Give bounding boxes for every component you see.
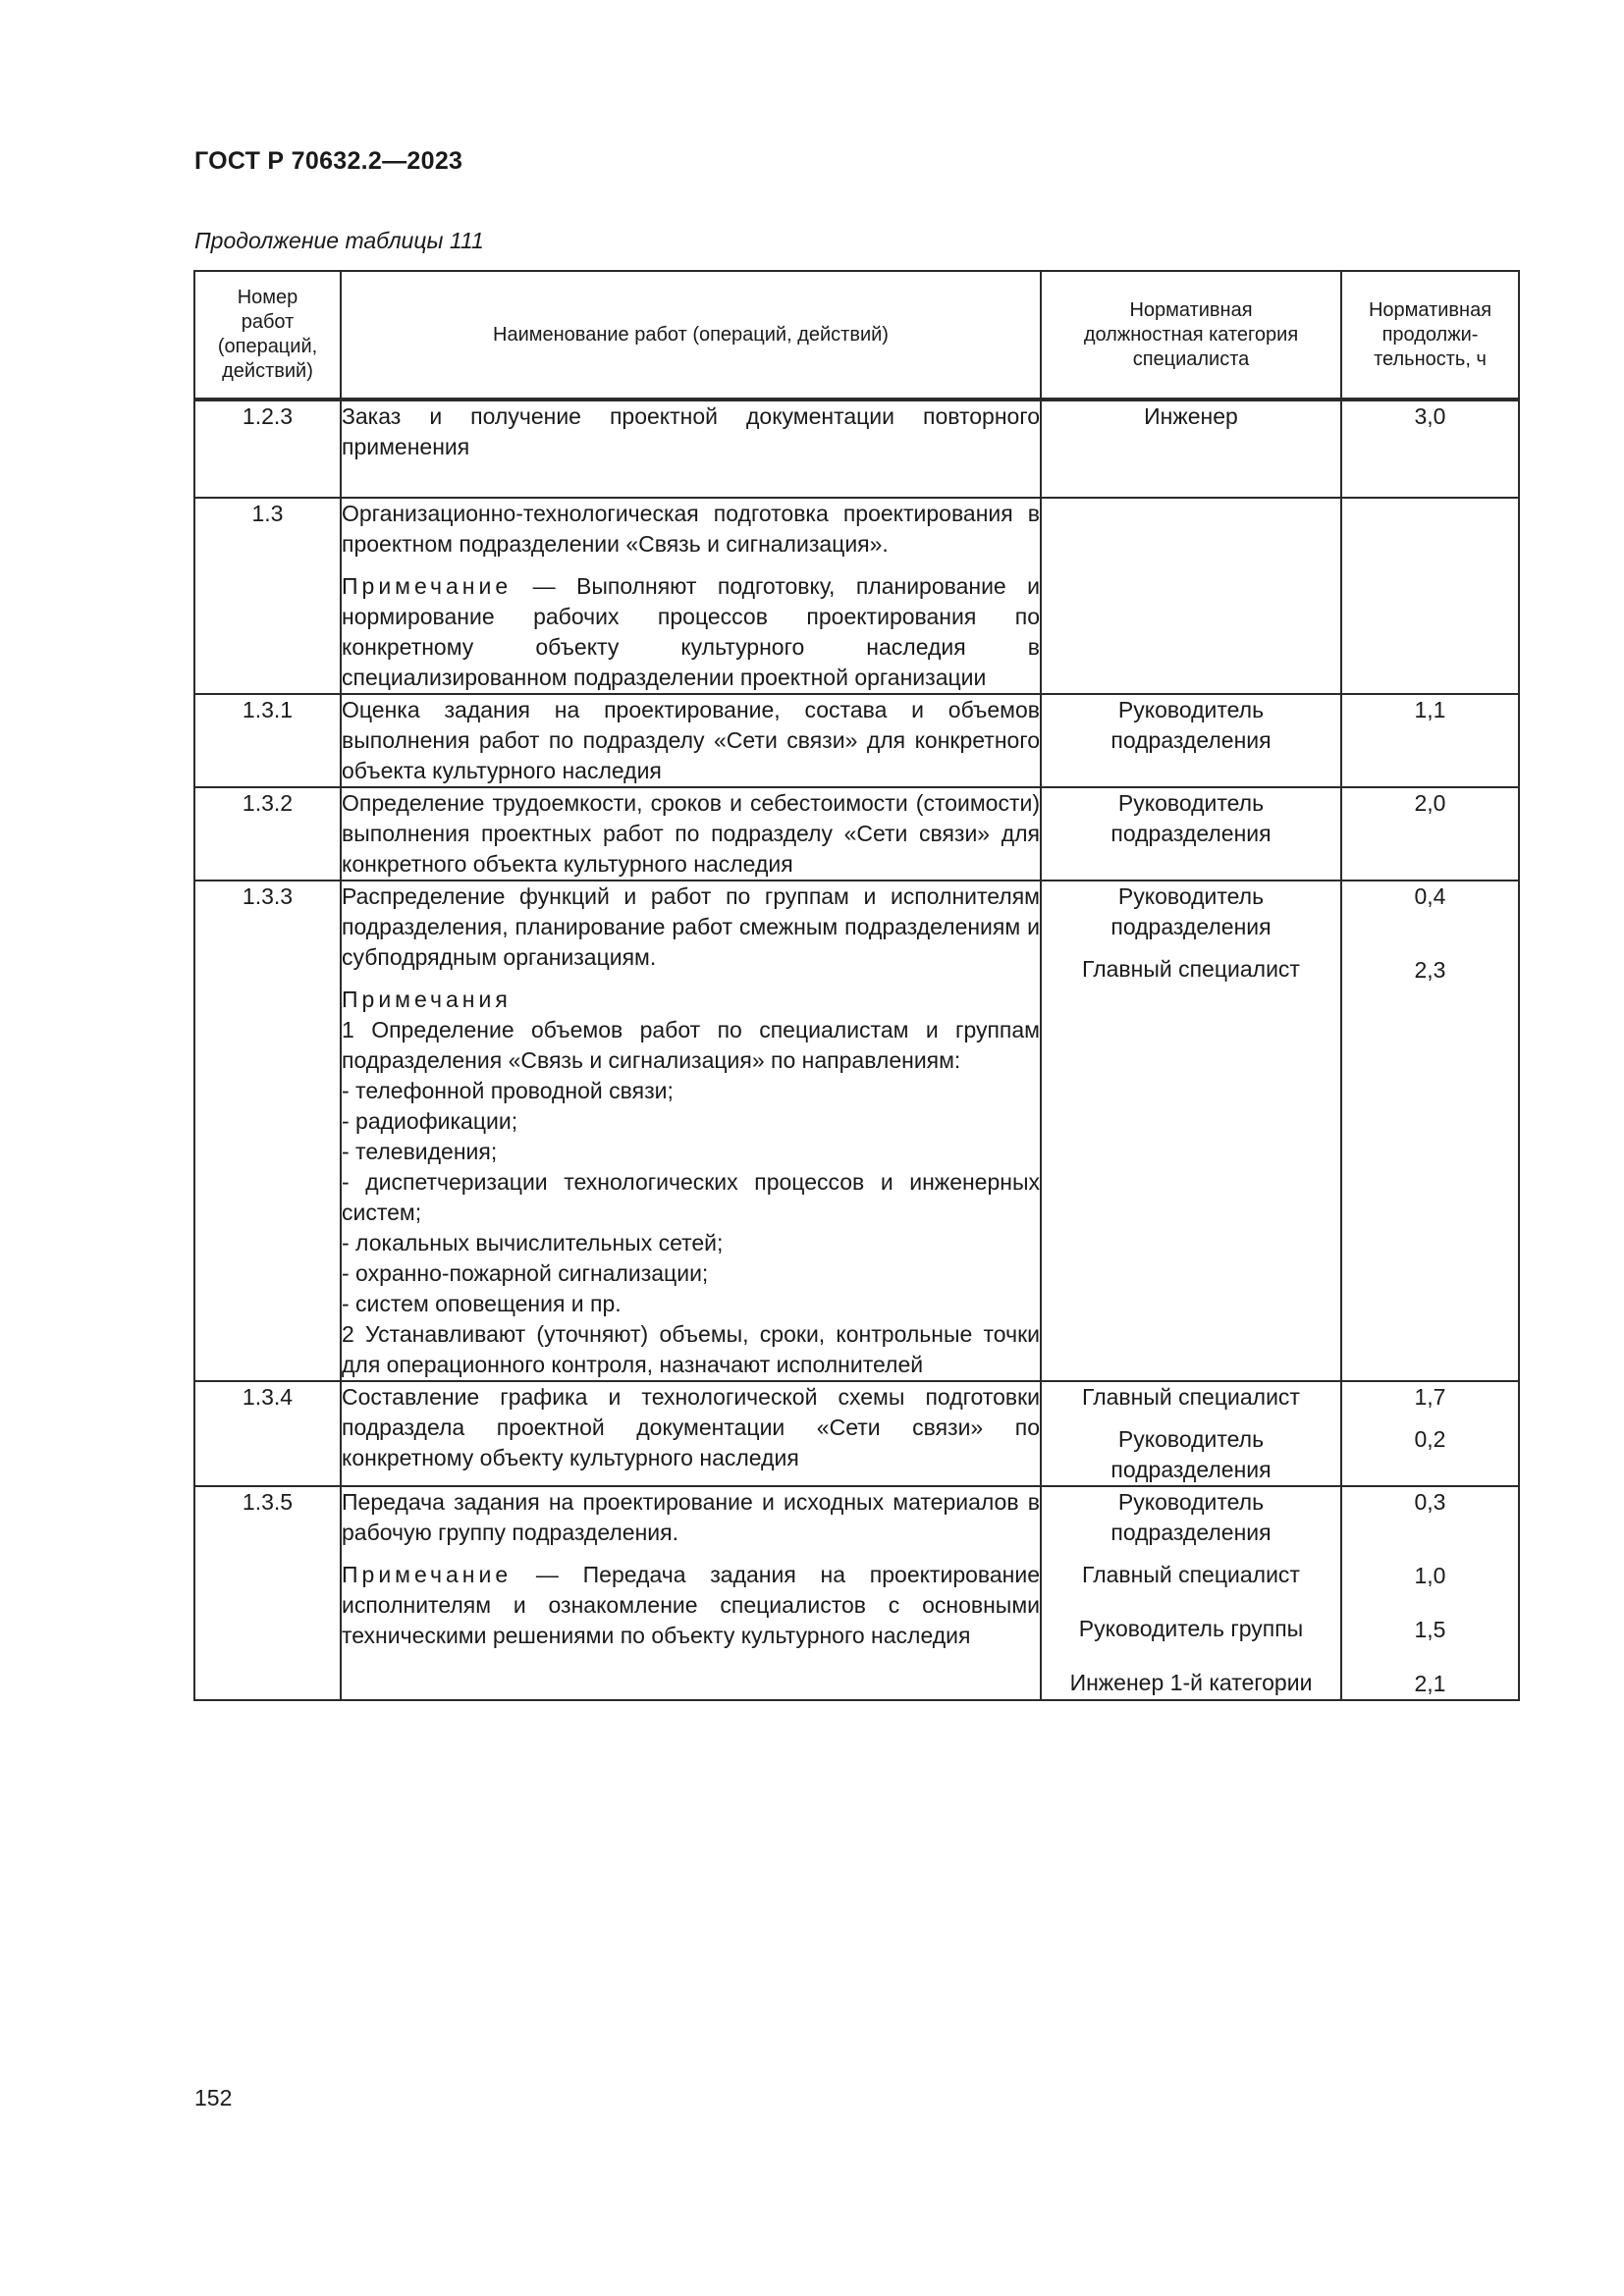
row-name: Организационно-технологическая подготовка проектирования в проектном подразделении «Связь и сигнализация». Примечание — Выполняют подготовку, планирование и нормирование рабочих процессов проектирования по конкретному объекту культурного наследия в специализированном подразделении проектной организации (341, 498, 1041, 694)
table-row (194, 498, 1519, 694)
row-duration: 2,0 (1341, 787, 1519, 881)
row-number: 1.3.4 (194, 1381, 341, 1486)
row-name: Оценка задания на проектирование, состава и объемов выполнения работ по подразделу «Сети связи» для конкретного объекта культурного наследия (341, 694, 1041, 787)
row-category: Руководитель подразделения Главный специалист (1041, 881, 1341, 1381)
row-category: Руководитель подразделения (1041, 694, 1341, 787)
note-label: Примечания (342, 987, 512, 1012)
row-duration: 0,4 2,3 (1341, 881, 1519, 1381)
row-number: 1.2.3 (194, 400, 341, 498)
row-name: Заказ и получение проектной документации повторного применения (341, 400, 1041, 498)
row-number: 1.3.3 (194, 881, 341, 1381)
row-duration: 1,7 0,2 (1341, 1381, 1519, 1486)
row-category: Инженер (1041, 400, 1341, 498)
row-number: 1.3.1 (194, 694, 341, 787)
row-duration: 1,1 (1341, 694, 1519, 787)
table-row (194, 1486, 1519, 1700)
norms-table (193, 270, 1520, 1701)
row-name: Распределение функций и работ по группам и исполнителям подразделения, планирование работ смежным подразделениям и субподрядным организациям. Примечания 1 Определение объемов работ по специалистам и группам подразделения «Связь и сигнализация» по направлениям: - телефонной проводной связи; - радиофикации; - телевидения; - диспетчеризации технологических процессов и инженерных систем; - локальных вычислительных сетей; - охранно-пожарной сигнализации; - систем оповещения и пр. 2 Устанавливают (уточняют) объемы, сроки, контрольные точки для операционного контроля, назначают исполнителей (341, 881, 1041, 1381)
row-category: Руководитель подразделения Главный специалист Руководитель группы Инженер 1-й категории (1041, 1486, 1341, 1700)
row-name: Передача задания на проектирование и исходных материалов в рабочую группу подразделения. Примечание — Передача задания на проектирование исполнителям и ознакомление специалистов с основными техническими решениями по объекту культурного наследия (341, 1486, 1041, 1700)
row-name: Составление графика и технологической схемы подготовки подраздела проектной документации «Сети связи» по конкретному объекту культурного наследия (341, 1381, 1041, 1486)
row-duration (1341, 498, 1519, 694)
row-category: Главный специалист Руководитель подразделения (1041, 1381, 1341, 1486)
table-row (194, 881, 1519, 1381)
header-category: Нормативная должностная категория специалиста (1041, 271, 1341, 400)
header-duration: Нормативная продолжи- тельность, ч (1341, 271, 1519, 400)
row-number: 1.3.2 (194, 787, 341, 881)
header-name: Наименование работ (операций, действий) (341, 271, 1041, 400)
row-number: 1.3 (194, 498, 341, 694)
table-row (194, 787, 1519, 881)
note-label: Примечание (342, 573, 513, 599)
table-row (194, 694, 1519, 787)
table-row (194, 400, 1519, 498)
row-category: Руководитель подразделения (1041, 787, 1341, 881)
page-number: 152 (194, 2085, 233, 2110)
row-category (1041, 498, 1341, 694)
document-code: ГОСТ Р 70632.2—2023 (194, 147, 463, 175)
row-number: 1.3.5 (194, 1486, 341, 1700)
table-caption: Продолжение таблицы 111 (194, 228, 484, 253)
row-duration: 0,3 1,0 1,5 2,1 (1341, 1486, 1519, 1700)
note-label: Примечание (342, 1562, 513, 1587)
table-row (194, 1381, 1519, 1486)
row-name: Определение трудоемкости, сроков и себестоимости (стоимости) выполнения проектных работ по подразделу «Сети связи» для конкретного объекта культурного наследия (341, 787, 1041, 881)
table-header-row (194, 271, 1519, 400)
header-number: Номер работ (операций, действий) (194, 271, 341, 400)
row-duration: 3,0 (1341, 400, 1519, 498)
